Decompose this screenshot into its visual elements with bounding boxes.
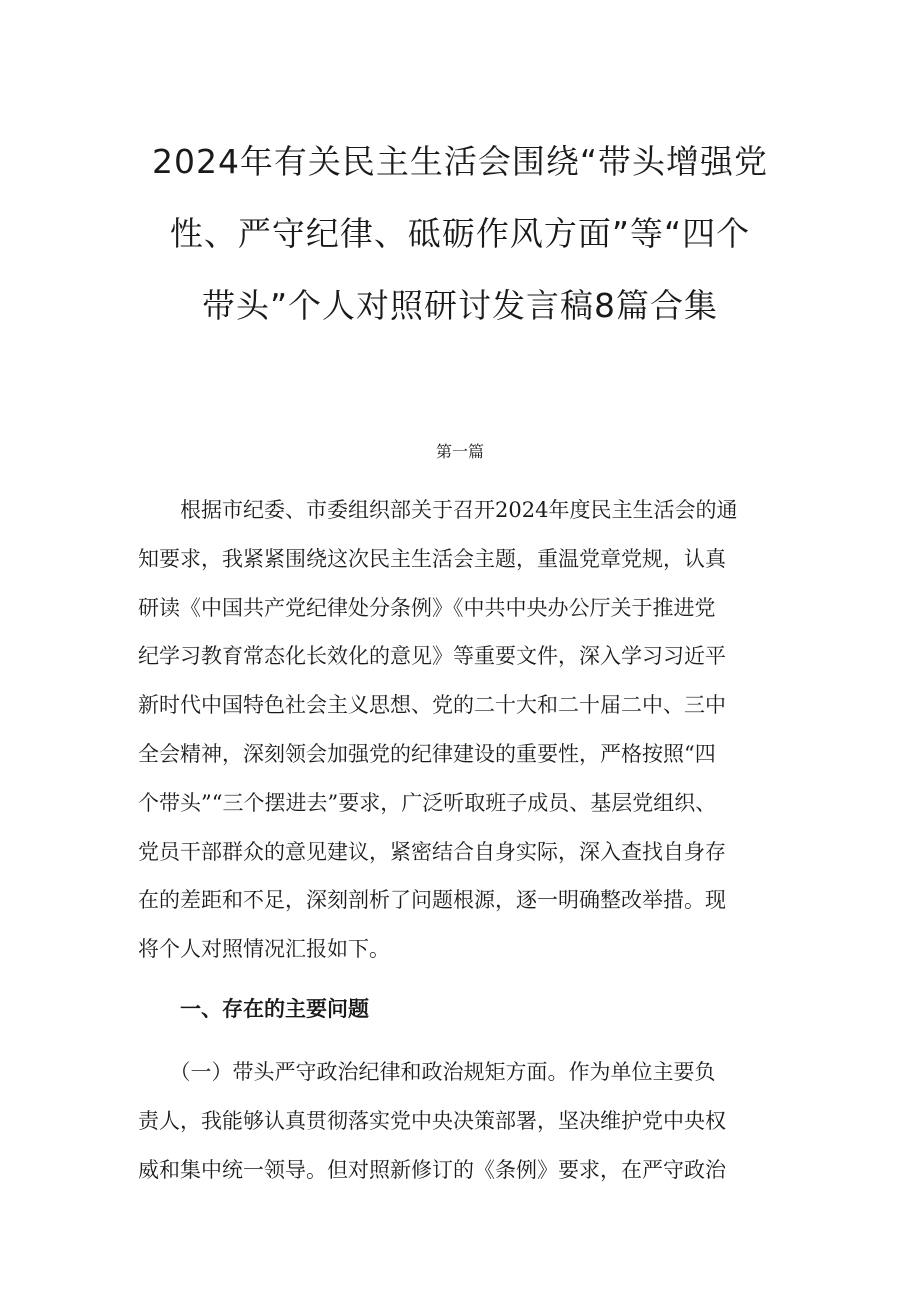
section-label: 第一篇	[435, 442, 484, 461]
title-line: 2024年有关民主生活会围绕“带头增强党	[151, 142, 769, 181]
text-line: 将个人对照情况汇报如下。	[138, 937, 390, 962]
text-line: 在的差距和不足，深刻剖析了问题根源，逐一明确整改举措。现	[138, 888, 726, 913]
text-line: （一）带头严守政治纪律和政治规矩方面。作为单位主要负	[138, 1060, 716, 1084]
text-line: 知要求，我紧紧围绕这次民主生活会主题，重温党章党规，认真	[138, 546, 726, 571]
document-title	[140, 126, 780, 342]
text-line: 研读《中国共产党纪律处分条例》《中共中央办公厅关于推进党	[138, 595, 716, 620]
text-line: 全会精神，深刻领会加强党的纪律建设的重要性，严格按照“四	[138, 741, 716, 766]
problem-paragraph	[138, 1048, 788, 1194]
text-line: 根据市纪委、市委组织部关于召开2024年度民主生活会的通	[138, 498, 738, 522]
text-line: 威和集中统一领导。但对照新修订的《条例》要求，在严守政治	[138, 1157, 726, 1182]
text-line: 责人，我能够认真贯彻落实党中央决策部署，坚决维护党中央权	[138, 1108, 726, 1133]
text-line: 纪学习教育常态化长效化的意见》等重要文件，深入学习习近平	[138, 644, 726, 669]
section-heading: 一、存在的主要问题	[180, 997, 369, 1021]
title-line: 带头”个人对照研讨发言稿8篇合集	[201, 286, 719, 325]
title-line: 性、严守纪律、砥砺作风方面”等“四个	[169, 214, 751, 253]
text-line: 党员干部群众的意见建议，紧密结合自身实际，深入查找自身存	[138, 839, 726, 864]
text-line: 新时代中国特色社会主义思想、党的二十大和二十届二中、三中	[138, 693, 726, 718]
text-line: 个带头”“三个摆进去”要求，广泛听取班子成员、基层党组织、	[138, 790, 717, 815]
intro-paragraph	[138, 486, 788, 974]
